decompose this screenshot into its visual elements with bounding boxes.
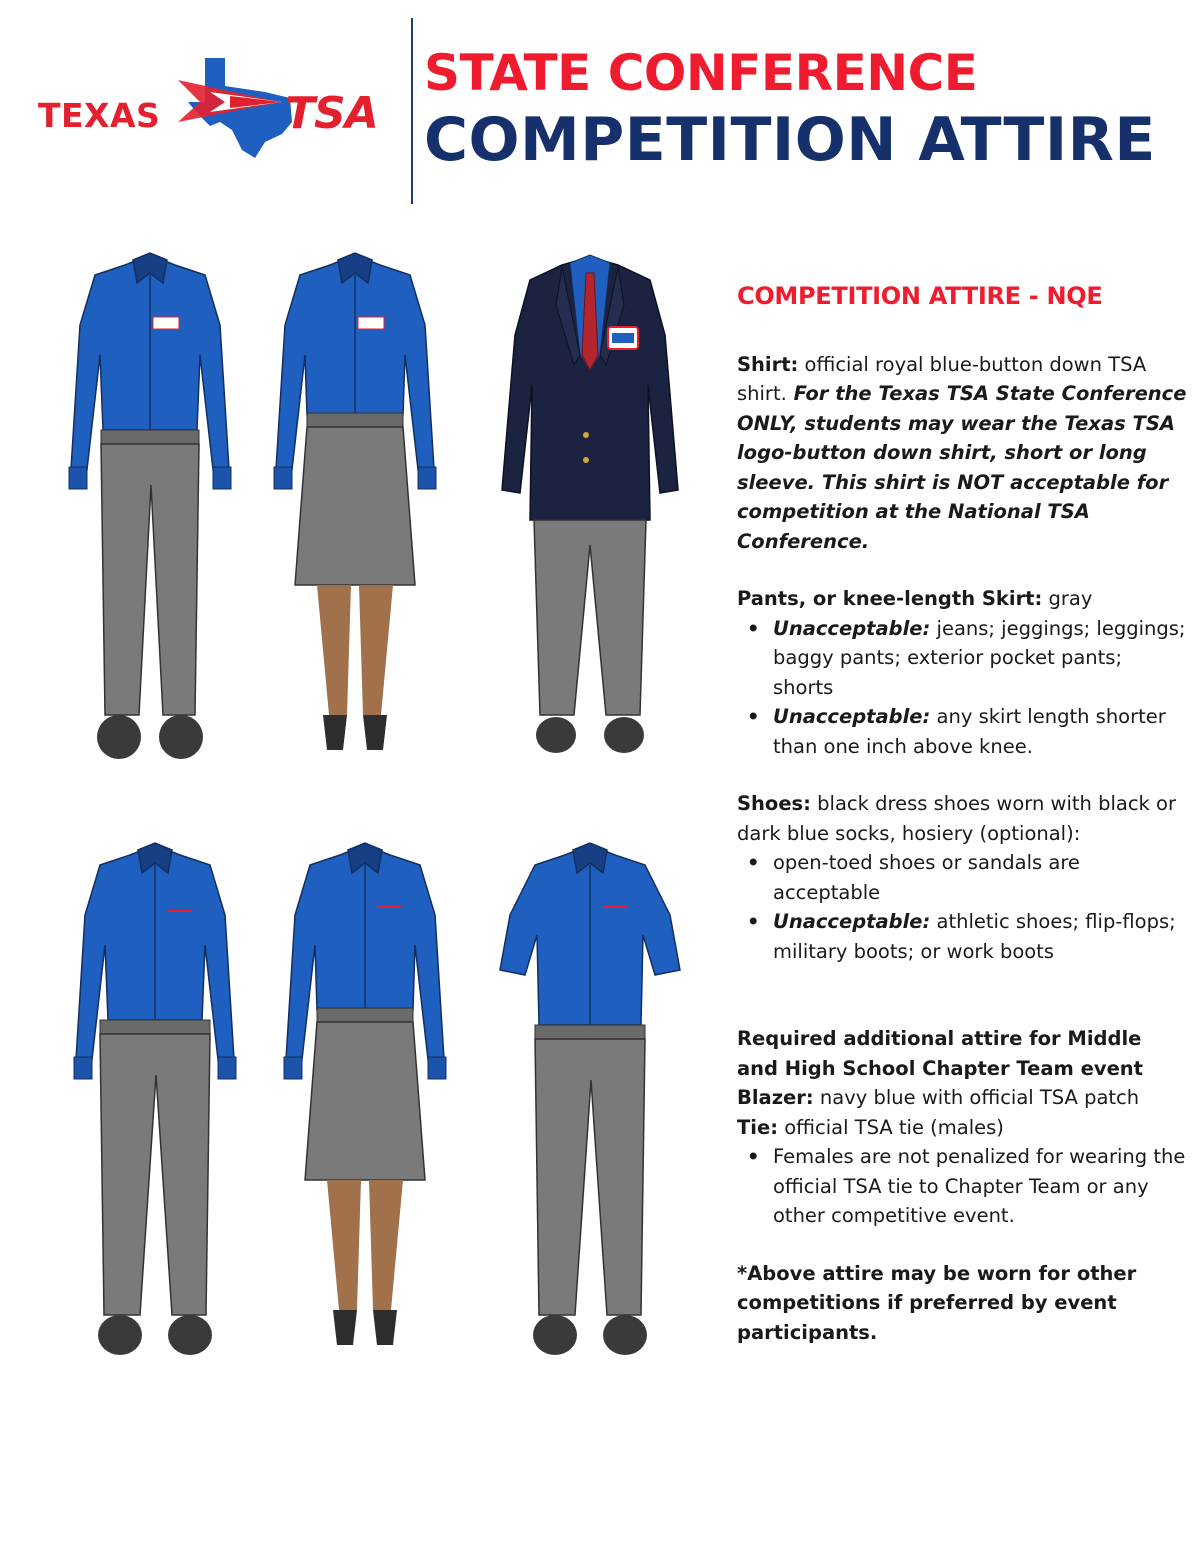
bullet-text: open-toed shoes or sandals are acceptable [773,851,1080,904]
bullet-text: Females are not penalized for wearing the official TSA tie to Chapter Team or any other competitive event. [773,1145,1186,1227]
shoes-requirement [737,789,1187,848]
bullet-text: athletic shoes; flip-flops; military boots; or work boots [773,910,1176,963]
footnote: *Above attire may be worn for other competitions if preferred by event participants. [737,1261,1137,1344]
list-item [773,702,1187,761]
list-item [773,1142,1187,1231]
pants-text: gray [1042,587,1093,610]
tie-requirement [737,1113,1187,1143]
tie-label: Tie: [737,1115,779,1139]
pants-bullets [737,614,1187,762]
list-item [773,907,1187,966]
bullet-text: any skirt length shorter than one inch above knee. [773,705,1166,758]
bullet-text: jeans; jeggings; leggings; baggy pants; exterior pocket pants; shorts [773,616,1186,699]
shirt-emphasis: For the Texas TSA State Conference ONLY, students may wear the Texas TSA logo-button down shirt, short or long sleeve. This shirt is NOT acceptable for competition at the National TSA Conference. [737,382,1187,553]
title-state-conference: STATE CONFERENCE [424,44,978,102]
shoes-bullets [737,848,1187,966]
figure-male-texas-long-sleeve-pants [60,835,250,1365]
tie-bullets [737,1142,1187,1231]
bullet-label: Unacceptable: [773,616,931,640]
pants-label: Pants, or knee-length Skirt: [737,587,1043,610]
list-item [773,614,1187,703]
figure-male-blazer-tie [490,245,690,765]
title-competition-attire: COMPETITION ATTIRE [424,105,1156,175]
blazer-label: Blazer: [737,1086,814,1109]
blazer-text: navy blue with official TSA patch [813,1086,1140,1109]
tie-text: official TSA tie (males) [778,1115,1004,1139]
chapter-heading: Required additional attire for Middle and High School Chapter Team event [737,1027,1144,1080]
shoes-label: Shoes: [737,792,811,815]
logo-tsa-text: TSA [285,88,378,139]
shirt-text: official royal blue-button down TSA shirt. [737,352,1147,405]
blazer-requirement [737,1083,1187,1113]
logo-texas-text: TEXAS [38,96,161,135]
figure-male-long-sleeve-pants [55,245,245,765]
list-item [773,848,1187,907]
texas-tsa-logo [30,50,390,160]
figure-male-texas-short-sleeve-pants [495,835,685,1365]
figure-female-long-sleeve-skirt [255,245,455,765]
bullet-label: Unacceptable: [773,705,931,728]
shoes-text: black dress shoes worn with black or dark blue socks, hosiery (optional): [737,792,1176,845]
pants-requirement [737,584,1187,614]
header-divider [411,18,413,204]
shirt-label: Shirt: [737,352,799,376]
bullet-label: Unacceptable: [773,910,931,933]
section-heading: COMPETITION ATTIRE - NQE [737,282,1103,310]
attire-requirements [737,282,1187,1347]
figure-female-texas-long-sleeve-skirt [265,835,465,1365]
shirt-requirement [737,350,1187,557]
